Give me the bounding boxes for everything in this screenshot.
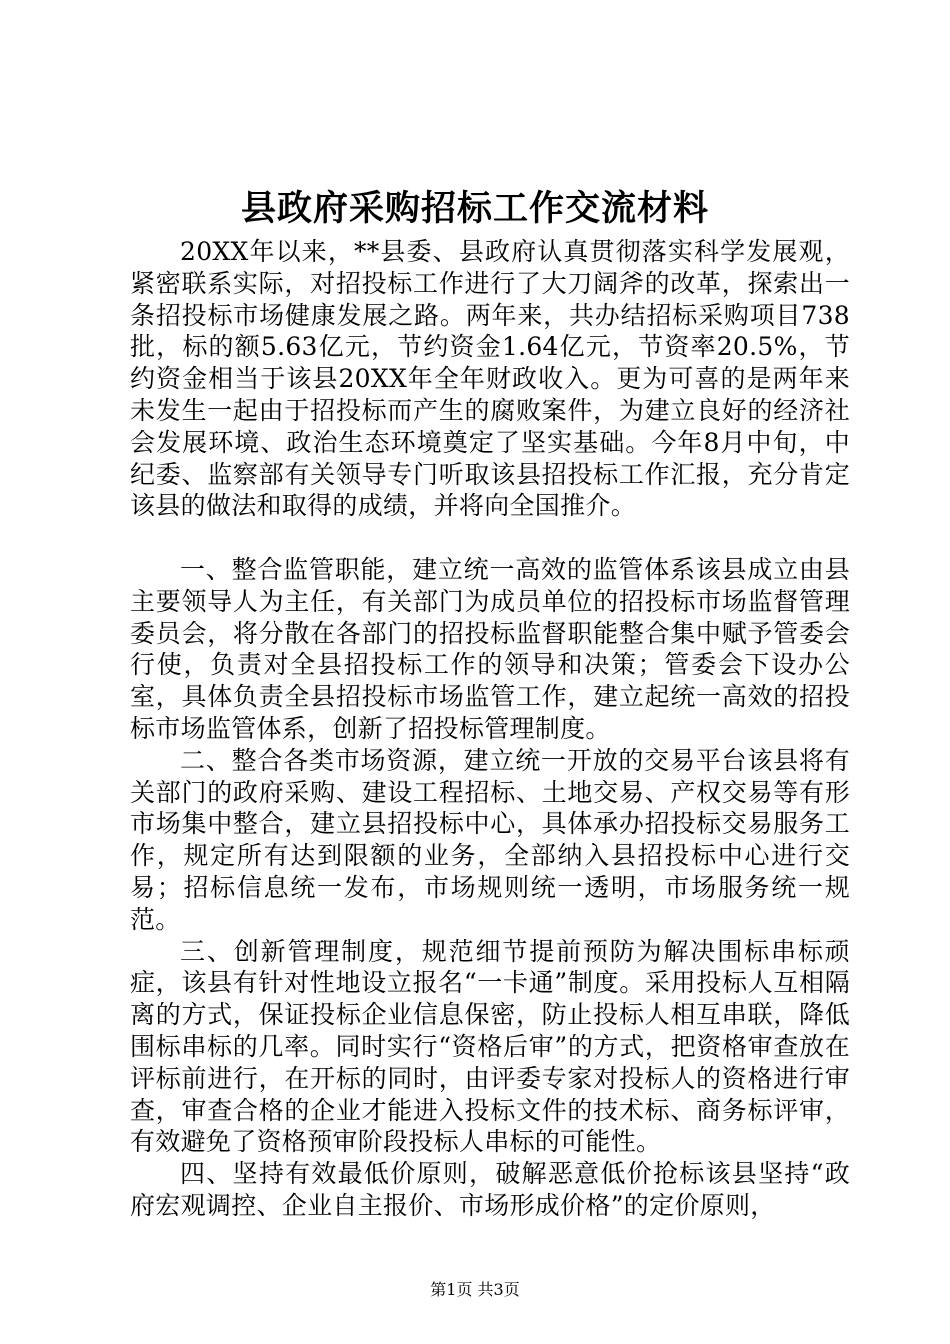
document-title: 县政府采购招标工作交流材料: [240, 188, 709, 229]
document-body: [130, 236, 850, 1222]
paragraph-section-2: 二、整合各类市场资源，建立统一开放的交易平台该县将有关部门的政府采购、建设工程招标、土地交易、产权交易等有形市场集中整合，建立县招投标中心，具体承办招投标交易服务工作，规定所有达到限额的业务，全部纳入县招投标中心进行交易；招标信息统一发布，市场规则统一透明，市场服务统一规范。: [130, 745, 850, 934]
paragraph-intro: 20XX年以来，**县委、县政府认真贯彻落实科学发展观，紧密联系实际，对招投标工作进行了大刀阔斧的改革，探索出一条招投标市场健康发展之路。两年来，共办结招标采购项目738批，标的额5.63亿元，节约资金1.64亿元，节资率20.5%，节约资金相当于该县20XX年全年财政收入。更为可喜的是两年来未发生一起由于招投标而产生的腐败案件，为建立良好的经济社会发展环境、政治生态环境奠定了坚实基础。今年8月中旬，中纪委、监察部有关领导专门听取该县招投标工作汇报，充分肯定该县的做法和取得的成绩，并将向全国推介。: [130, 237, 850, 521]
paragraph-section-1: 一、整合监管职能，建立统一高效的监管体系该县成立由县主要领导人为主任，有关部门为成员单位的招投标市场监督管理委员会，将分散在各部门的招投标监督职能整合集中赋予管委会行使，负责对全县招投标工作的领导和决策；管委会下设办公室，具体负责全县招投标市场监管工作，建立起统一高效的招投标市场监管体系，创新了招投标管理制度。: [130, 554, 850, 743]
page-number-footer: 第1页 共3页: [430, 1280, 520, 1299]
paragraph-section-3: 三、创新管理制度，规范细节提前预防为解决围标串标顽症，该县有针对性地设立报名“一卡通”制度。采用投标人互相隔离的方式，保证投标企业信息保密，防止投标人相互串联，降低围标串标的几率。同时实行“资格后审”的方式，把资格审查放在评标前进行，在开标的同时，由评委专家对投标人的资格进行审查，审查合格的企业才能进入投标文件的技术标、商务标评审，有效避免了资格预审阶段投标人串标的可能性。: [130, 936, 850, 1157]
paragraph-section-4: 四、坚持有效最低价原则，破解恶意低价抢标该县坚持“政府宏观调控、企业自主报价、市场形成价格”的定价原则，: [130, 1159, 850, 1220]
